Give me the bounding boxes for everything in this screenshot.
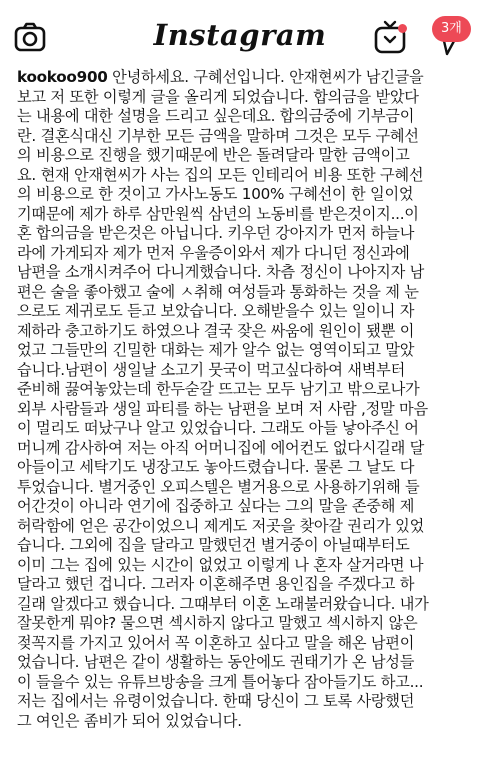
username-link[interactable]: kookoo900 [17, 68, 108, 86]
caption-line: kookoo900 안녕하세요. 구혜선입니다. 안재현씨가 남긴글을 [17, 68, 424, 86]
dm-count-badge[interactable]: 3개 [432, 16, 471, 42]
status-bar [0, 0, 480, 8]
caption-line: 습니다.남편이 생일날 소고기 뭇국이 먹고싶다하여 새벽부터 [17, 360, 405, 379]
post-caption [17, 68, 465, 731]
caption-line: 혼 합의금을 받은것은 아닙니다. 키우던 강아지가 먼저 하늘나 [17, 224, 415, 242]
caption-line: 남편을 소개시켜주어 다니게했습니다. 차츰 정신이 나아지자 남 [17, 263, 424, 281]
caption-line: 준비해 끓여놓았는데 한두숟갈 뜨고는 모두 남기고 밖으로나가 [17, 380, 420, 398]
caption-line: 의 비용으로 진행을 했기때문에 반은 돌려달라 말한 금액이고 [17, 146, 410, 164]
caption-line: 라에 가게되자 제가 먼저 우울증이와서 제가 다니던 정신과에 [17, 243, 410, 262]
caption-line: 제하라 충고하기도 하였으나 결국 잦은 싸움에 원인이 됐뿐 이 [17, 321, 415, 340]
caption-line: 습니다. 그외에 집을 달라고 말했던건 별거중이 아닐때부터도 [17, 536, 410, 554]
caption-line: 젖꼭지를 가지고 있어서 꼭 이혼하고 싶다고 말을 해온 남편이 [17, 633, 415, 652]
caption-line: 외부 사람들과 생일 파티를 하는 남편을 보며 저 사람 ,정말 마음 [17, 399, 428, 418]
caption-line: 보고 저 또한 이렇게 글을 올리게 되었습니다. 합의금을 받았다 [17, 87, 419, 106]
caption-line: 이 들을수 있는 유튜브방송을 크게 틀어놓다 잠아들기도 하고... [17, 672, 424, 691]
app-header [0, 8, 480, 62]
caption-line: 는 내용에 대한 설명을 드리고 싶은데요. 합의금중에 기부금이 [17, 107, 415, 125]
caption-line: 으로도 제귀로도 듣고 보았습니다. 오해받을수 있는 일이니 자 [17, 302, 415, 320]
caption-line: 었고 그들만의 긴밀한 대화는 제가 알수 없는 영역이되고 말았 [17, 341, 415, 359]
caption-line: 의 비용으로 한 것이고 가사노동도 100% 구혜선이 한 일이었 [17, 185, 414, 203]
igtv-notification-dot [398, 24, 407, 33]
caption-line: 길래 알겠다고 했습니다. 그때부터 이혼 노래불러왔습니다. 내가 [17, 594, 429, 613]
caption-line: 머니께 감사하여 저는 아직 어머니집에 에어컨도 없다시길래 달 [17, 438, 424, 457]
caption-line: 었습니다. 남편은 같이 생활하는 동안에도 권태기가 온 남성들 [17, 653, 415, 671]
caption-line: 달라고 했던 겁니다. 그러자 이혼해주면 용인집을 주겠다고 하 [17, 575, 415, 593]
caption-line: 란. 결혼식대신 기부한 모든 금액을 말하며 그것은 모두 구혜선 [17, 126, 419, 145]
caption-line: 투었습니다. 별거중인 오피스텔은 별거용으로 사용하기위해 들 [17, 477, 420, 496]
caption-line: 허락함에 얻은 공간이었으니 제게도 저곳을 찾아갈 권리가 있었 [17, 516, 424, 535]
caption-line: 어간것이 아니라 연기에 집중하고 싶다는 그의 말을 존중해 제 [17, 497, 415, 515]
caption-line: 이 멀리도 떠났구나 알고 있었습니다. 그래도 아들 낳아주신 어 [17, 419, 419, 437]
caption-line: 아들이고 세탁기도 냉장고도 놓아드렸습니다. 물론 그 날도 다 [17, 458, 415, 476]
caption-line: 기때문에 제가 하루 삼만원씩 삼년의 노동비를 받은것이지...이 [17, 204, 419, 223]
caption-line: 편은 술을 좋아했고 술에 ㅅ취해 여성들과 통화하는 것을 제 눈 [17, 282, 419, 301]
app-title: Instagram [153, 18, 327, 52]
caption-line: 그 여인은 좀비가 되어 있었습니다. [17, 711, 242, 730]
caption-line: 이미 그는 집에 있는 시간이 없었고 이렇게 나 혼자 살거라면 나 [17, 555, 424, 574]
caption-line: 요. 현재 안재현씨가 사는 집의 모든 인테리어 비용 또한 구혜선 [17, 165, 424, 184]
caption-line: 저는 집에서는 유령이었습니다. 한때 당신이 그 토록 사랑했던 [17, 692, 415, 710]
caption-line: 잘못한게 뭐야? 물으면 섹시하지 않다고 말했고 섹시하지 않은 [17, 614, 418, 632]
